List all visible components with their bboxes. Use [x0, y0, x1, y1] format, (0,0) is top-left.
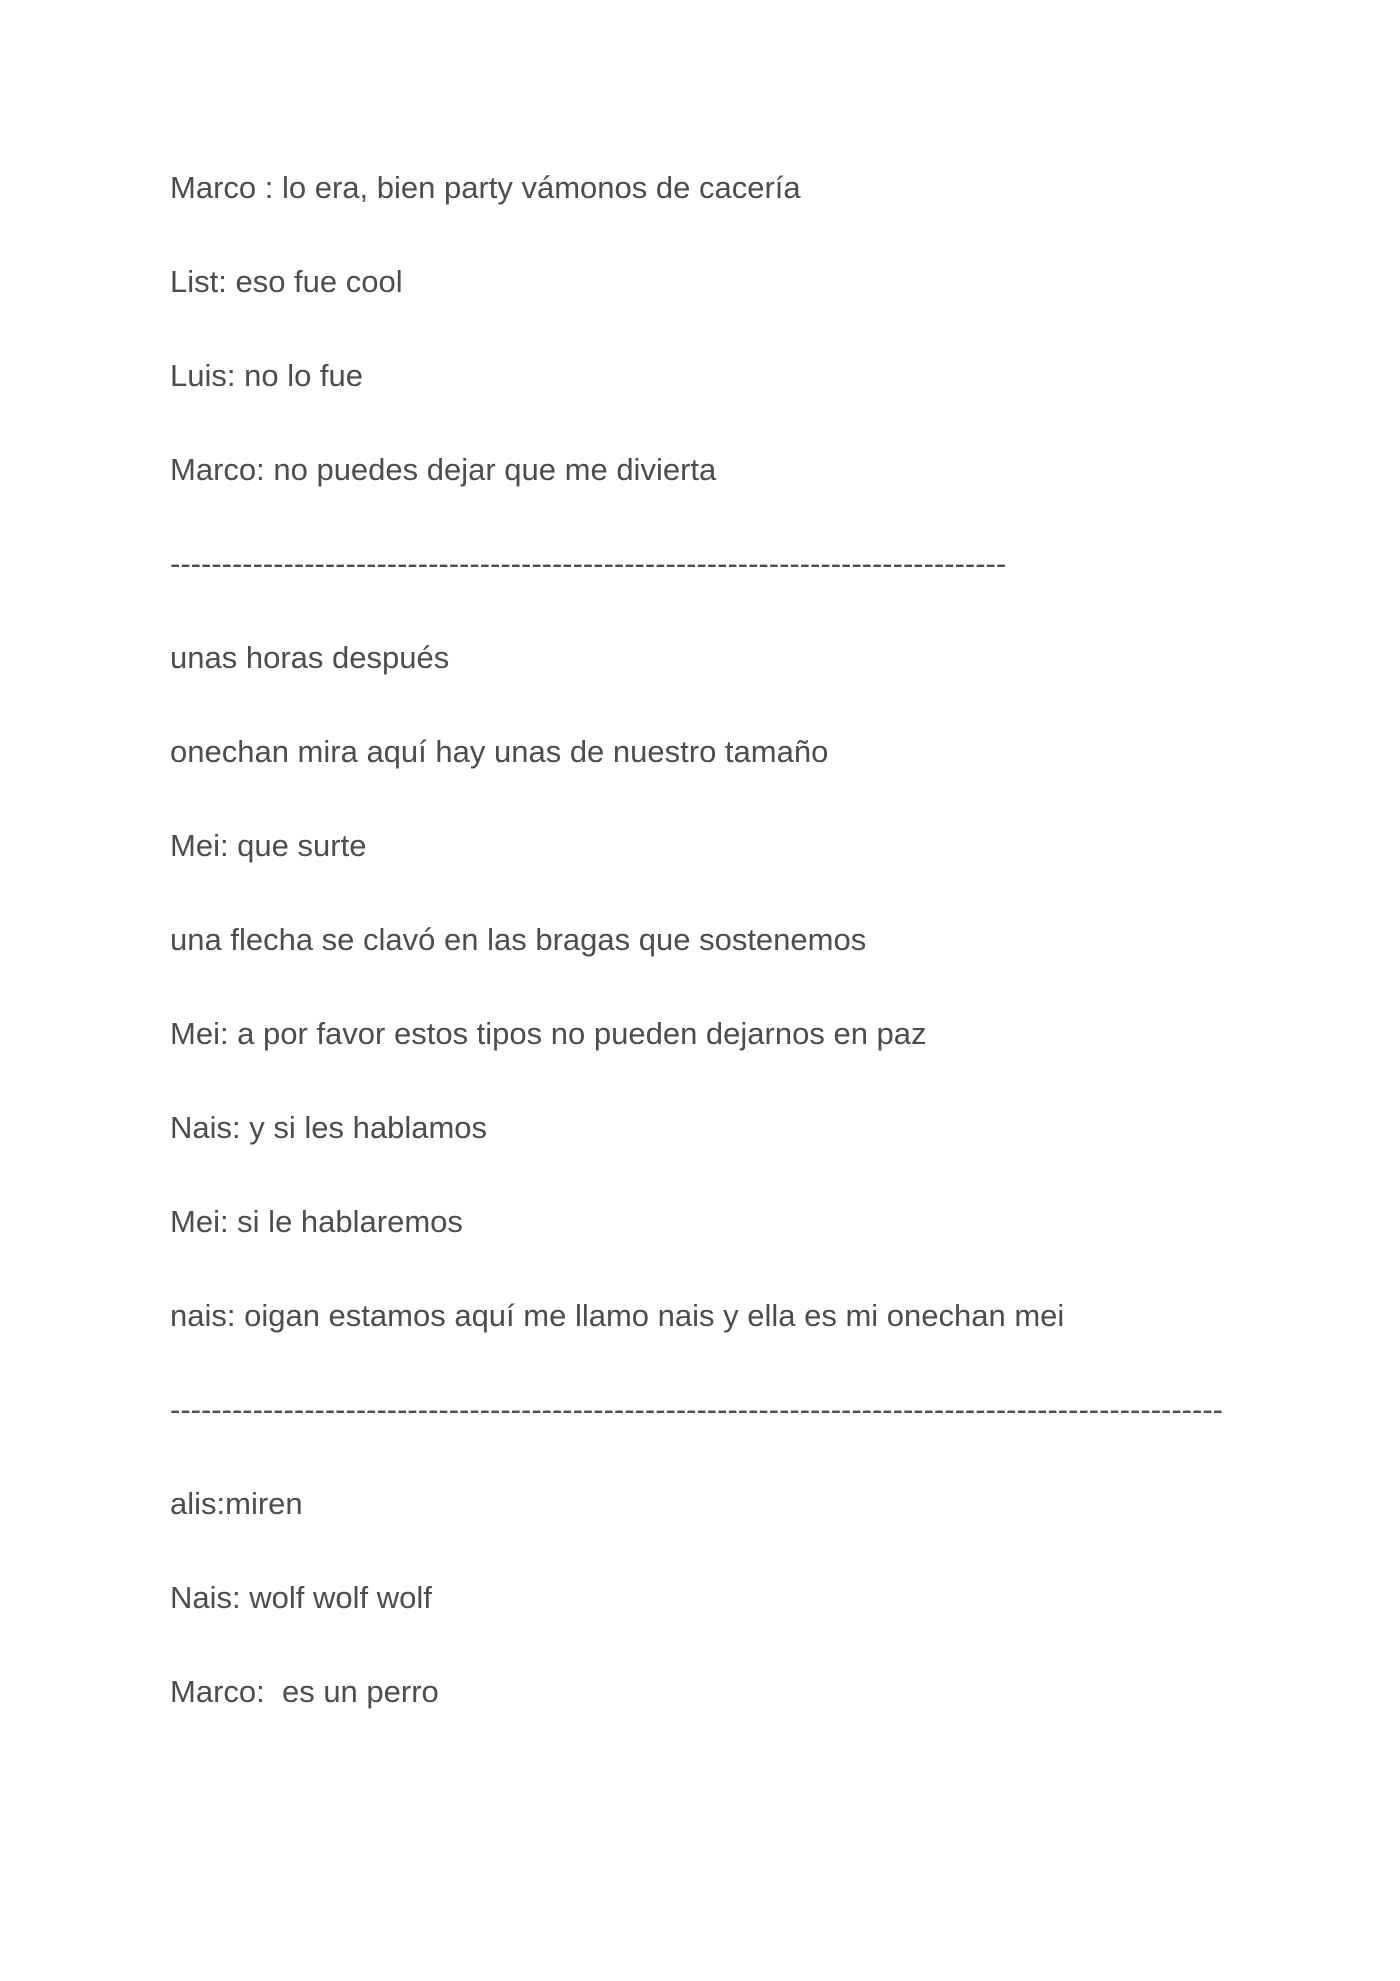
text-line: Marco : lo era, bien party vámonos de cacería	[170, 170, 801, 205]
text-line: nais: oigan estamos aquí me llamo nais y ella es mi onechan mei	[170, 1298, 1065, 1333]
text-line: Mei: a por favor estos tipos no pueden dejarnos en paz	[170, 1016, 927, 1051]
text-line: alis:miren	[170, 1486, 303, 1521]
text-line: Mei: si le hablaremos	[170, 1204, 463, 1239]
text-line: Nais: y si les hablamos	[170, 1110, 488, 1145]
separator-line: ---------------------------------------------------------------------------------	[170, 546, 1007, 581]
separator-line: ------------------------------------------------------------------------------------------------------	[170, 1392, 1223, 1427]
text-line: unas horas después	[170, 640, 450, 675]
document-body	[170, 164, 1300, 1762]
text-line: onechan mira aquí hay unas de nuestro tamaño	[170, 734, 829, 769]
text-line: List: eso fue cool	[170, 264, 403, 299]
text-line: Nais: wolf wolf wolf	[170, 1580, 432, 1615]
text-line: una flecha se clavó en las bragas que sostenemos	[170, 922, 867, 957]
text-line: Mei: que surte	[170, 828, 367, 863]
text-line: Marco: es un perro	[170, 1674, 439, 1709]
text-line: Marco: no puedes dejar que me divierta	[170, 452, 717, 487]
text-line: Luis: no lo fue	[170, 358, 364, 393]
